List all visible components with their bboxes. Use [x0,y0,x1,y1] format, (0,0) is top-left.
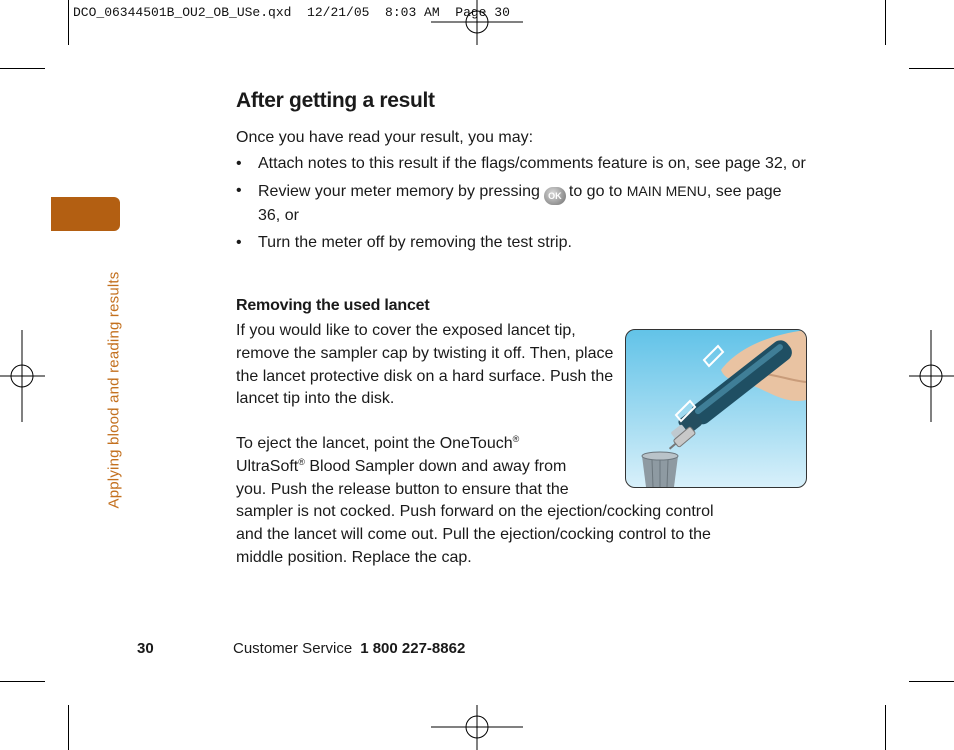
ok-button-icon: OK [544,187,566,205]
lancet-ejection-illustration [625,329,807,488]
paragraph-line: middle position. Replace the cap. [236,548,472,566]
crop-mark [68,705,69,750]
crop-mark [0,68,45,69]
print-slug-header: DCO_06344501B_OU2_OB_USe.qxd 12/21/05 8:03 AM Page 30 [73,5,510,20]
paragraph-line: and the lancet will come out. Pull the ejection/cocking control to the [236,526,711,544]
section-side-label: Applying blood and reading results [105,271,123,509]
registered-mark: ® [512,434,520,444]
section-tab [51,197,120,231]
list-item-text: Attach notes to this result if the flags/comments feature is on, see page 32, or [258,155,806,172]
list-item-text-part: to go to [568,182,623,200]
list-item [236,232,806,255]
customer-service-label: Customer Service [233,640,353,657]
crop-mark [885,0,886,45]
crop-mark [68,0,69,45]
customer-service-line [233,640,465,657]
bullet-dot: • [236,155,242,172]
list-item-text: Turn the meter off by removing the test strip. [258,233,572,251]
paragraph-line: sampler is not cocked. Push forward on the ejection/cocking control [236,503,714,521]
page-number: 30 [137,640,154,657]
line-text: UltraSoft [236,457,299,475]
paragraph-line: you. Push the release button to ensure that the [236,480,569,498]
bullet-dot: • [236,181,242,199]
list-item-text-part: Review your meter memory by pressing [258,182,540,200]
line-text: Blood Sampler down and away from [304,457,567,475]
crop-mark [0,681,45,682]
registered-mark: ® [298,456,305,467]
registration-mark-top [431,0,523,45]
customer-service-phone: 1 800 227-8862 [360,640,466,657]
illustration-drawing [626,330,806,487]
list-item [236,153,806,176]
registration-mark-right [909,330,954,422]
registration-mark-bottom [431,705,523,750]
line-text: To eject the lancet, point the OneTouch [236,435,513,452]
registration-mark-left [0,330,45,422]
main-menu-label: MAIN MENU [626,182,707,199]
options-list [236,153,806,258]
paragraph-cover-lancet: If you would like to cover the exposed lancet tip, remove the sampler cap by twisting it off. Then, place the lancet protective disk on a hard surface. Push the lancet tip into the disk. [236,322,614,408]
crop-mark [909,68,954,69]
list-item-text-part: , see page 36, or [258,182,782,224]
page-heading: After getting a result [236,89,435,112]
subheading: Removing the used lancet [236,297,430,314]
crop-mark [885,705,886,750]
crop-mark [909,681,954,682]
list-item [236,180,806,228]
bullet-dot: • [236,233,242,251]
intro-text: Once you have read your result, you may: [236,129,534,146]
